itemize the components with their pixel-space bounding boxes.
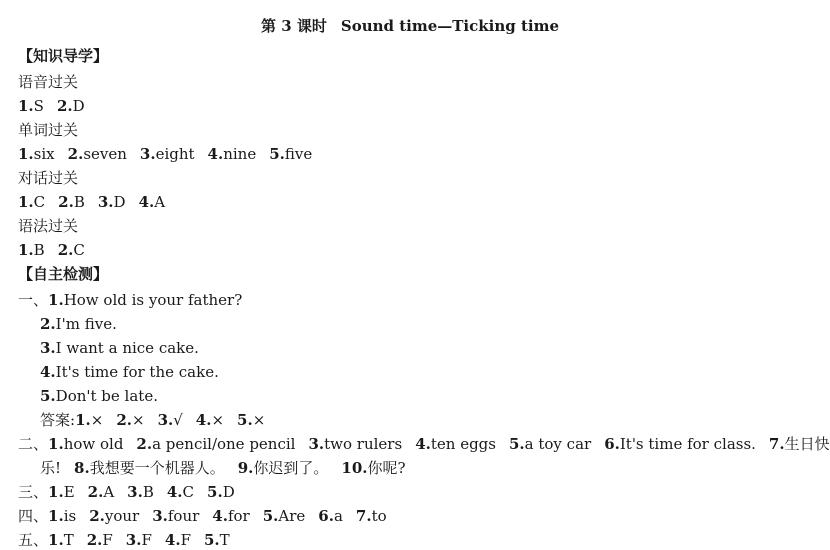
item-answer: × <box>252 411 266 429</box>
item-answer: × <box>90 411 104 429</box>
answer-items <box>75 411 265 429</box>
question-1-answers <box>40 410 265 430</box>
item-number: 5. <box>237 411 253 429</box>
answer-item <box>18 97 44 115</box>
section-heading-knowledge: 【知识导学】 <box>18 47 109 65</box>
item-answer: a <box>333 507 343 525</box>
item-answer: S <box>33 97 44 115</box>
item-number: 2. <box>116 411 132 429</box>
answer-item <box>48 507 76 525</box>
item-answer: B <box>33 241 45 259</box>
item-number: 5. <box>269 145 285 163</box>
answer-item <box>158 411 183 429</box>
item-answer: for <box>227 507 250 525</box>
answer-item <box>415 435 496 453</box>
item-answer: four <box>167 507 200 525</box>
item-answer: how old <box>63 435 124 453</box>
item-answer: five <box>284 145 313 163</box>
answer-items <box>48 435 830 453</box>
question-label: 三、 <box>18 483 49 501</box>
question-5-line <box>18 530 230 550</box>
item-number: 1. <box>48 507 64 525</box>
answer-row <box>18 192 165 212</box>
question-2-line-1 <box>18 434 830 454</box>
answer-item <box>136 435 295 453</box>
item-answer: two rulers <box>324 435 403 453</box>
answer-row <box>18 96 85 116</box>
answer-item <box>74 459 225 477</box>
item-number: 4. <box>138 193 155 211</box>
answer-item <box>509 435 591 453</box>
item-number: 2. <box>57 241 74 259</box>
answer-item <box>48 531 74 549</box>
item-number: 10. <box>341 459 368 477</box>
item-number: 2. <box>87 483 104 501</box>
item-number: 3. <box>125 531 142 549</box>
answer-item <box>116 411 144 429</box>
part-label-dialogue: 对话过关 <box>18 169 79 187</box>
item-answer: seven <box>83 145 127 163</box>
answer-row <box>18 144 312 164</box>
answer-item <box>58 241 85 259</box>
item-number: 1. <box>18 241 34 259</box>
answer-item <box>208 145 257 163</box>
item-answer: It's time for class. <box>619 435 756 453</box>
item-answer: eight <box>155 145 195 163</box>
item-number: 9. <box>237 459 254 477</box>
question-label: 四、 <box>18 507 49 525</box>
item-number: 2. <box>89 507 105 525</box>
answer-label: 答案: <box>40 411 76 429</box>
sentence: I'm five. <box>55 315 117 333</box>
answer-item <box>89 507 139 525</box>
item-number: 1. <box>48 435 64 453</box>
item-answer: A <box>103 483 115 501</box>
item-answer: 你迟到了。 <box>253 459 329 477</box>
sentence: It's time for the cake. <box>55 363 219 381</box>
item-answer: six <box>33 145 55 163</box>
answer-items <box>48 531 230 549</box>
answer-item <box>212 507 249 525</box>
item-answer: F <box>180 531 191 549</box>
item-number: 1. <box>48 483 64 501</box>
item-number: 3. <box>308 435 325 453</box>
question-label: 五、 <box>18 531 49 549</box>
answer-item <box>318 507 343 525</box>
question-4-line <box>18 506 387 526</box>
answer-item <box>127 483 154 501</box>
question-1-line-2: 2.I'm five. <box>40 315 117 333</box>
item-number: 3. <box>139 145 156 163</box>
item-number: 5. <box>262 507 279 525</box>
part-label-grammar: 语法过关 <box>18 217 79 235</box>
item-number: 6. <box>318 507 334 525</box>
answer-item <box>308 435 402 453</box>
item-answer: Are <box>278 507 306 525</box>
answer-item <box>263 507 306 525</box>
answer-item <box>196 411 224 429</box>
item-answer: nine <box>223 145 257 163</box>
answer-items <box>74 459 406 477</box>
question-1-line-1: 一、1.How old is your father? <box>18 291 243 309</box>
answer-item <box>356 507 387 525</box>
answer-item <box>140 145 195 163</box>
lesson-number: 第 3 课时 <box>260 17 327 35</box>
item-answer: 我想要一个机器人。 <box>89 459 225 477</box>
item-answer: a pencil/one pencil <box>152 435 296 453</box>
answer-item <box>98 193 126 211</box>
answer-item <box>237 411 265 429</box>
answer-item <box>152 507 199 525</box>
answer-item <box>57 97 85 115</box>
item-number: 3. <box>152 507 168 525</box>
question-1-line-5: 5.Don't be late. <box>40 387 158 405</box>
continuation-text: 乐! <box>40 459 62 477</box>
item-number: 1. <box>75 411 91 429</box>
item-answer: E <box>63 483 75 501</box>
answer-item <box>207 483 235 501</box>
item-number: 5. <box>508 435 525 453</box>
sentence: Don't be late. <box>55 387 158 405</box>
question-1-line-3: 3.I want a nice cake. <box>40 339 199 357</box>
item-number: 8. <box>74 459 90 477</box>
answer-item <box>68 145 127 163</box>
answer-item <box>269 145 312 163</box>
answer-item <box>341 459 405 477</box>
item-number: 2. <box>58 193 74 211</box>
question-label: 一、 <box>18 291 49 309</box>
item-answer: T <box>63 531 74 549</box>
question-label: 二、 <box>18 435 49 453</box>
item-answer: T <box>219 531 230 549</box>
question-3-line <box>18 482 235 502</box>
item-answer: F <box>141 531 152 549</box>
item-number: 2. <box>67 145 84 163</box>
answer-item <box>87 531 113 549</box>
item-number: 1. <box>18 145 34 163</box>
answer-items <box>48 507 387 525</box>
item-answer: C <box>73 241 85 259</box>
answer-item <box>167 483 194 501</box>
answer-item <box>48 483 75 501</box>
item-number: 2. <box>136 435 153 453</box>
item-answer: ten eggs <box>430 435 496 453</box>
answer-row <box>18 240 85 260</box>
answer-item <box>18 241 45 259</box>
item-answer: D <box>222 483 235 501</box>
question-1-line-4: 4.It's time for the cake. <box>40 363 219 381</box>
sentence: I want a nice cake. <box>55 339 199 357</box>
item-number: 3. <box>97 193 114 211</box>
item-answer: B <box>73 193 85 211</box>
item-number: 1. <box>18 193 34 211</box>
item-number: 7. <box>355 507 372 525</box>
item-answer: your <box>104 507 140 525</box>
question-2-line-2 <box>40 458 406 478</box>
item-answer: × <box>131 411 145 429</box>
item-number: 1. <box>18 97 34 115</box>
answer-item <box>18 145 55 163</box>
item-answer: C <box>33 193 46 211</box>
item-number: 2. <box>86 531 103 549</box>
answer-item <box>165 531 191 549</box>
answer-item <box>204 531 230 549</box>
item-answer: F <box>102 531 113 549</box>
item-answer: D <box>113 193 126 211</box>
item-number: 2. <box>56 97 73 115</box>
part-label-words: 单词过关 <box>18 121 79 139</box>
item-number: 4. <box>212 507 228 525</box>
answer-item <box>18 193 45 211</box>
item-number: 4. <box>207 145 224 163</box>
answer-item <box>604 435 756 453</box>
answer-item <box>126 531 152 549</box>
item-answer: A <box>154 193 166 211</box>
answer-item <box>139 193 166 211</box>
item-answer: √ <box>173 411 183 429</box>
item-number: 4. <box>415 435 431 453</box>
item-answer: C <box>182 483 195 501</box>
item-number: 4. <box>195 411 212 429</box>
answer-item <box>75 411 103 429</box>
item-answer: D <box>72 97 85 115</box>
item-number: 5. <box>203 531 220 549</box>
item-answer: 生日快 <box>784 435 830 453</box>
item-answer: 你呢? <box>367 459 406 477</box>
sentence: How old is your father? <box>63 291 243 309</box>
answer-item <box>88 483 115 501</box>
part-label-phonics: 语音过关 <box>18 73 79 91</box>
item-number: 3. <box>157 411 174 429</box>
item-answer: a toy car <box>524 435 592 453</box>
answer-item <box>58 193 85 211</box>
answer-item <box>238 459 329 477</box>
item-number: 6. <box>604 435 620 453</box>
section-heading-self-check: 【自主检测】 <box>18 265 109 283</box>
item-answer: to <box>371 507 387 525</box>
page-title <box>0 15 820 36</box>
item-number: 5. <box>207 483 223 501</box>
lesson-topic: Sound time—Ticking time <box>340 17 560 35</box>
item-number: 7. <box>768 435 785 453</box>
answer-items <box>48 483 235 501</box>
item-number: 4. <box>166 483 183 501</box>
answer-item <box>769 435 830 453</box>
item-number: 1. <box>48 531 64 549</box>
answer-item <box>48 435 123 453</box>
item-number: 3. <box>127 483 143 501</box>
item-answer: B <box>142 483 154 501</box>
item-number: 4. <box>164 531 181 549</box>
item-answer: is <box>63 507 77 525</box>
item-answer: × <box>211 411 225 429</box>
